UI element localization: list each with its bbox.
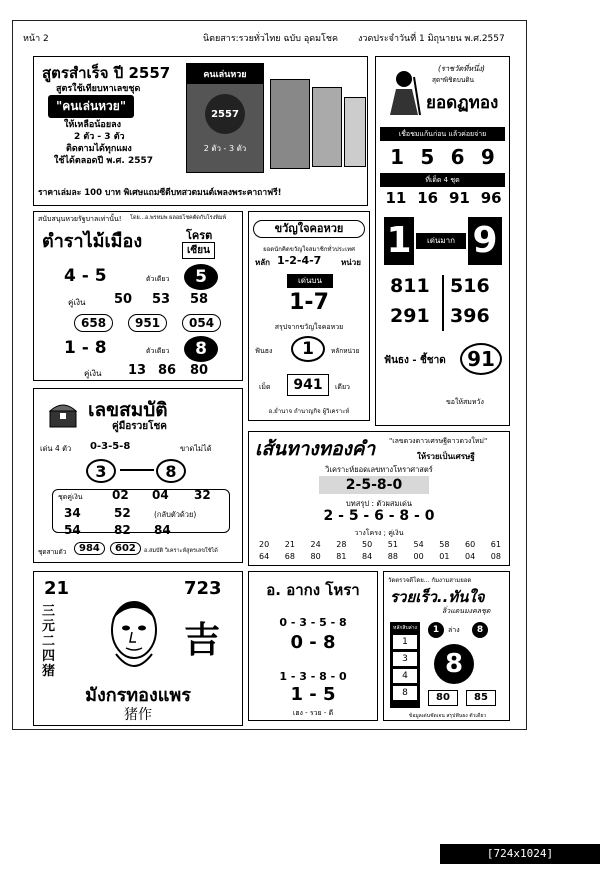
sen-grid-cell: 20 — [259, 540, 270, 549]
khwan-set-unit: เดียว — [335, 383, 350, 391]
lek-set: 34 — [64, 506, 81, 520]
sen-grid-label: วางโครง ; คู่เงิน — [354, 529, 404, 537]
yodthong-box — [375, 56, 510, 426]
ruay-col-value: 8 — [393, 686, 417, 700]
lek-set: 04 — [152, 488, 169, 502]
akong-main1: 0 - 8 — [290, 632, 336, 653]
tamra-triple: 054 — [182, 314, 221, 332]
sen-grid-cell: 64 — [259, 552, 270, 561]
yodthong-digit: 5 — [420, 145, 435, 169]
tamra-money: 50 — [114, 292, 133, 307]
tamra-tag2: โดย...อ.พรหมพ ผลอยโชคตัดกับโรงพิมพ์ — [130, 215, 227, 221]
ruay-col-value: 3 — [393, 652, 417, 666]
lek-foot-label: ชุดสามตัว — [38, 548, 67, 556]
tamra-money-label: คู่เงิน — [68, 298, 86, 307]
magazine-name: นิตยสาร:รวยทั่วไทย ฉบับ อุดมโชค — [203, 34, 338, 44]
akong-title: อ. อากง โหรา — [266, 581, 360, 599]
ruay-col-value: 1 — [393, 635, 417, 649]
ruay-footer: ข้อมูลเด่นชัดเจน สรุปฟันธง ตัวเดียว — [408, 713, 487, 719]
sen-subtitle: "เลขดวงดาวเศรษฐีดาวดวงใหม่" — [389, 437, 488, 445]
yodthong-digits — [382, 145, 503, 169]
lek-set-label: ชุดคู่เงิน — [58, 493, 83, 501]
tamra-triple: 951 — [128, 314, 167, 332]
ruay-pick-a: 1 — [428, 622, 444, 638]
khwan-line1-value: 1-2-4-7 — [277, 254, 322, 267]
sen-grid-cell: 01 — [439, 552, 450, 561]
khwan-line1-unit: หน่วย — [341, 258, 361, 267]
khwan-summary: สรุปจากขวัญใจคอหวย — [274, 323, 344, 331]
sen-grid-cell: 84 — [362, 552, 373, 561]
akong-main2: 1 - 5 — [290, 684, 336, 705]
tamra-money: 80 — [190, 363, 209, 378]
book-cover-main — [186, 63, 264, 173]
book-cover-2 — [270, 79, 310, 169]
man-portrait-icon — [94, 592, 174, 682]
book-cover-title: คนเล่นหวย — [187, 64, 263, 84]
yodthong-big-mid: เด่นมาก — [416, 233, 466, 249]
khwan-title: ขวัญใจคอหวย — [253, 220, 365, 238]
ruay-pair-b: 85 — [466, 690, 496, 706]
tamra-tag: สนับสนุนหวยรัฐบาลเท่านั้น! — [38, 215, 122, 223]
sen-grid-cell: 08 — [490, 552, 501, 561]
yodthong-digit: 6 — [450, 145, 465, 169]
yodthong-label2: ที่เด็ด 4 ชุด — [380, 173, 505, 187]
lek-title: เลขสมบัติ — [88, 399, 168, 421]
sen-grid-cell: 28 — [336, 540, 347, 549]
tamra-box — [33, 211, 243, 381]
ruay-pick-mid: ล่าง — [448, 626, 460, 634]
sen-grid-cell: 61 — [490, 540, 501, 549]
ruay-big: 8 — [434, 644, 474, 684]
book-cover-note: 2 ตัว - 3 ตัว — [203, 144, 247, 153]
yodthong-big-right: 9 — [468, 217, 502, 265]
tamra-single2: 8 — [184, 336, 218, 362]
page-header — [13, 21, 526, 47]
yodthong-pair: 16 — [417, 189, 439, 207]
lek-mid-b: 8 — [156, 459, 186, 483]
lek-dash — [120, 469, 154, 471]
sen-grid-cell: 88 — [387, 552, 398, 561]
tamra-single-label1: ตัวเดียว — [146, 275, 170, 283]
lek-foot-a: 984 — [74, 542, 105, 555]
ruay-col-label: หลักสิบล่าง — [393, 625, 417, 631]
sen-subtitle2: ให้รวยเป็นเศรษฐี — [417, 452, 475, 461]
sen-grid-cell: 60 — [465, 540, 476, 549]
yodthong-big-left: 1 — [384, 217, 414, 265]
yodthong-pairs — [380, 189, 507, 207]
sen-thang-box — [248, 431, 510, 566]
tamra-money-label2: คู่เงิน — [84, 369, 102, 378]
khwan-box — [248, 211, 370, 421]
lek-foot-credit: อ.สมบัติ วิเคราะห์สูตรเลขใช้ได้ — [144, 548, 218, 554]
formula-ad-box — [33, 56, 368, 206]
sen-grid-cell: 54 — [413, 540, 424, 549]
khwan-flag-value: 1 — [291, 336, 325, 362]
sen-grid-cell: 81 — [336, 552, 347, 561]
tamra-pair1: 4 - 5 — [64, 266, 107, 286]
khwan-main: 1-7 — [289, 290, 329, 315]
issue-date: งวดประจำวันที่ 1 มิถุนายน พ.ศ.2557 — [358, 34, 505, 44]
sen-grid-cell: 50 — [362, 540, 373, 549]
khwan-set-label: เม็ด — [259, 383, 271, 391]
yodthong-label3: ฟันธง - ชี้ชาด — [384, 355, 446, 366]
sen-summary-label: บทสรุป : ตัวผสมเด่น — [346, 499, 412, 508]
yodthong-digit: 1 — [390, 145, 405, 169]
yodthong-pair: 11 — [385, 189, 407, 207]
ruay-title: รวยเร็ว..ทันใจ — [390, 588, 485, 606]
yodthong-tag: (ราชวัดที่หนึ่ง) — [438, 64, 485, 73]
tamra-money: 86 — [158, 363, 177, 378]
lek-subtitle: คู่มือรวยโชค — [112, 421, 167, 432]
tamra-badge1: โครต — [186, 229, 213, 242]
sen-grid-row2 — [259, 552, 501, 561]
treasure-chest-icon — [48, 399, 78, 429]
ruay-reo-box — [383, 571, 510, 721]
face-left-num: 21 — [44, 578, 70, 599]
yodthong-pair: 91 — [448, 189, 470, 207]
yodthong-label1: เชื่อชมแก้นก่อน แล้วค่อยจ่าย — [380, 127, 505, 141]
sen-grid-cell: 21 — [284, 540, 295, 549]
page-number: หน้า 2 — [23, 34, 49, 44]
lek-foot-b: 602 — [110, 542, 141, 555]
face-chinese-bottom: 猪作 — [124, 707, 152, 723]
lek-sombat-box — [33, 388, 243, 563]
book-cover-3 — [312, 87, 342, 167]
yodthong-footer: ขอให้สมหวัง — [446, 398, 484, 406]
face-name: มังกรทองแพร — [85, 685, 191, 706]
grid-value: 396 — [450, 305, 490, 327]
akong-row1: 0 - 3 - 5 - 8 — [279, 616, 347, 629]
sen-line1: วิเคราะห์ยอดเลขทางโหราศาสตร์ — [325, 465, 433, 474]
lek-mid-a: 3 — [86, 459, 116, 483]
grid-value: 811 — [390, 275, 430, 297]
yodthong-digit: 9 — [480, 145, 495, 169]
akong-box — [248, 571, 378, 721]
tamra-money: 58 — [190, 292, 209, 307]
ruay-pick-b: 8 — [472, 622, 488, 638]
magazine-page — [12, 20, 527, 730]
lek-set: 32 — [194, 488, 211, 502]
sen-title: เส้นทางทองคำ — [255, 438, 376, 460]
khwan-flag-label: ฟันธง — [255, 347, 273, 355]
formula-line2: 2 ตัว - 3 ตัว — [74, 132, 125, 142]
sen-grid-cell: 51 — [387, 540, 398, 549]
tamra-money: 53 — [152, 292, 171, 307]
khwan-credit: อ.ย่ำนาจ ถำนาญกิจ ผู้วิเคราะห์ — [268, 408, 350, 415]
khwan-set-value: 941 — [287, 374, 329, 396]
lek-set: 84 — [154, 523, 171, 537]
yodthong-title: ยอดฏทอง — [426, 93, 499, 113]
sen-grid-cell: 80 — [310, 552, 321, 561]
lek-set: 02 — [112, 488, 129, 502]
mangkorn-box — [33, 571, 243, 726]
book-cover-badge: 2557 — [205, 94, 245, 134]
hermit-icon — [384, 67, 424, 117]
sen-grid-row1 — [259, 540, 501, 549]
face-chinese-left: 三元二四猪 — [42, 604, 56, 679]
face-right-num: 723 — [184, 578, 222, 599]
tamra-money: 13 — [128, 363, 147, 378]
lek-set-note: (กลับตัวด้วย) — [154, 510, 197, 519]
yodthong-pick: 91 — [460, 343, 502, 375]
sen-main2: 2 - 5 - 6 - 8 - 0 — [323, 508, 435, 524]
formula-subtitle: สูตรใช้เทียบหาเลขชุด — [56, 84, 141, 94]
grid-value: 291 — [390, 305, 430, 327]
tamra-single-label2: ตัวเดียว — [146, 347, 170, 355]
face-chinese-right: 吉 — [184, 619, 221, 661]
ruay-subtitle: ลิ่วแดนมงคลชุด — [442, 607, 491, 615]
ruay-col — [390, 622, 420, 708]
sen-grid-cell: 04 — [465, 552, 476, 561]
lek-top-value: 0-3-5-8 — [90, 441, 131, 452]
lek-set: 54 — [64, 523, 81, 537]
formula-price: ราคาเล่มละ 100 บาท พิเศษแถมซีดีบทสวดมนต์เพลงพระคาถาฟรี! — [38, 188, 282, 198]
khwan-line1-label: หลัก — [255, 258, 271, 267]
sen-grid-cell: 68 — [284, 552, 295, 561]
lek-set: 82 — [114, 523, 131, 537]
khwan-tag: เด่นบน — [287, 274, 333, 288]
sen-grid-cell: 58 — [439, 540, 450, 549]
khwan-flag-unit: หลักหน่วย — [331, 347, 360, 355]
formula-highlight: "คนเล่นหวย" — [48, 95, 134, 118]
formula-line4: ใช้ได้ตลอดปี พ.ศ. 2557 — [54, 156, 153, 166]
akong-row2: 1 - 3 - 8 - 0 — [279, 670, 347, 683]
tamra-triple: 658 — [74, 314, 113, 332]
grid-divider — [442, 275, 444, 331]
lek-top-unit: ขาดไม่ได้ — [180, 444, 212, 453]
grid-value: 516 — [450, 275, 490, 297]
tamra-pair2: 1 - 8 — [64, 338, 107, 358]
book-cover-4 — [344, 97, 366, 167]
yodthong-pair: 96 — [480, 189, 502, 207]
akong-foot: เฮง - รวย - ดี — [292, 709, 334, 717]
khwan-subtitle: ยอดนักคิดขวัญใจสมาชิกทั่วประเทศ — [263, 246, 355, 253]
formula-line3: ติดตามได้ทุกแผง — [66, 144, 132, 154]
watermark: [724x1024] http://upic.me/ — [440, 844, 600, 864]
yodthong-sub: สุดฯพิชิตบนดิน — [432, 76, 474, 84]
sen-grid-cell: 24 — [310, 540, 321, 549]
tamra-badge2: เซียน — [182, 242, 215, 259]
formula-line1: ให้เหลือน้อยลง — [64, 120, 121, 130]
sen-main1: 2-5-8-0 — [319, 476, 429, 494]
ruay-pair-a: 80 — [428, 690, 458, 706]
tamra-single1: 5 — [184, 264, 218, 290]
ruay-tag: วัดตรวจดีโดย... กัมงามสามยอด — [388, 577, 472, 584]
tamra-title: ตำราไม้เมือง — [42, 231, 143, 252]
lek-set: 52 — [114, 506, 131, 520]
ruay-col-value: 4 — [393, 669, 417, 683]
sen-grid-cell: 00 — [413, 552, 424, 561]
formula-title: สูตรสำเร็จ ปี 2557 — [42, 64, 171, 82]
lek-top-label: เด่น 4 ตัว — [40, 444, 72, 453]
